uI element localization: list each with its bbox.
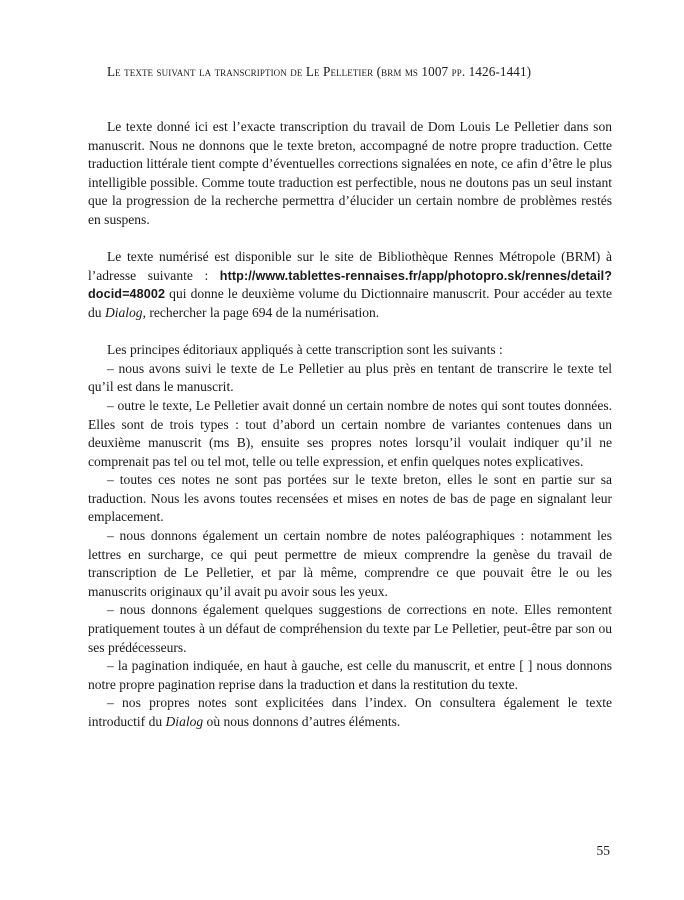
principle-item: – nous avons suivi le texte de Le Pelletier au plus près en tentant de transcrire le texte tel qu’il est dans le manuscrit. <box>88 360 612 395</box>
principle-item: – outre le texte, Le Pelletier avait donné un certain nombre de notes qui sont toutes données. Elles sont de trois types : tout d’abord un certain nombre de variantes contenues dans un deuxième manuscrit (ms B), ensuite ses propres notes lorsqu’il voulait indiquer qu’il ne comprenait pas tel ou tel mot, telle ou telle expression, et enfin quelques notes explicatives. <box>88 397 612 469</box>
paragraph-text: qui donne le deuxième volume du Dictionnaire manuscrit. Pour accéder au texte du <box>88 286 612 320</box>
principles-intro: Les principes éditoriaux appliqués à cette transcription sont les suivants : <box>107 342 503 358</box>
body-text <box>88 118 612 732</box>
principle-item: – la pagination indiquée, en haut à gauche, est celle du manuscrit, et entre [ ] nous donnons notre propre pagination reprise dans la traduction et dans la restitution du texte. <box>88 658 612 692</box>
principles-list <box>88 341 612 731</box>
section-heading: Le texte suivant la transcription de Le Pelletier (brm ms 1007 pp. 1426-1441) <box>107 64 532 79</box>
source-url-link[interactable]: http://www.tablettes-rennaises.fr/app/photopro.sk/rennes/detail?docid=48002 <box>88 268 612 302</box>
principle-item: – toutes ces notes ne sont pas portées sur le texte breton, elles le sont en partie sur sa traduction. Nous les avons toutes recensées et mises en notes de bas de page en signalant leur emplacement. <box>88 472 612 525</box>
paragraph-text: – nos propres notes sont explicitées dans l’index. On consultera également le texte introductif du <box>88 695 612 729</box>
italic-title: Dialog <box>165 714 204 729</box>
paragraph-text: où nous donnons d’autres éléments. <box>203 714 401 729</box>
principle-item: – nous donnons également un certain nombre de notes paléographiques : notamment les lettres en surcharge, ce qui peut permettre de mieux comprendre la genèse du travail de transcription de Le Pelletier, et par là même, comprendre ce que pouvait être le ou les manuscrits originaux qu’il avait pu avoir sous les yeux. <box>88 528 612 599</box>
intro-paragraph: Le texte donné ici est l’exacte transcription du travail de Dom Louis Le Pelletier dans son manuscrit. Nous ne donnons que le texte breton, accompagné de notre propre traduction. Cette traduction littérale tient compte d’éventuelles corrections signalées en note, ce afin d’être le plus intelligible possible. Comme toute traduction est perfectible, nous ne doutons pas un seul instant que la progression de la recherche permettra d’élucider un certain nombre de problèmes restés en suspens. <box>88 119 612 227</box>
principle-item: – nous donnons également quelques suggestions de corrections en note. Elles remontent pratiquement toutes à un défaut de compréhension du texte par Le Pelletier, peut-être par son ou ses prédécesseurs. <box>88 602 612 655</box>
paragraph-text: Le texte numérisé est disponible sur le site de Bibliothèque Rennes Métropole (BRM) à l’adresse suivante : <box>88 249 612 283</box>
paragraph-text: , rechercher la page 694 de la numérisation. <box>142 304 380 320</box>
digitized-source-paragraph <box>88 248 612 322</box>
page-number: 55 <box>596 843 610 858</box>
principle-item <box>88 694 612 731</box>
italic-title: Dialog <box>104 304 143 320</box>
